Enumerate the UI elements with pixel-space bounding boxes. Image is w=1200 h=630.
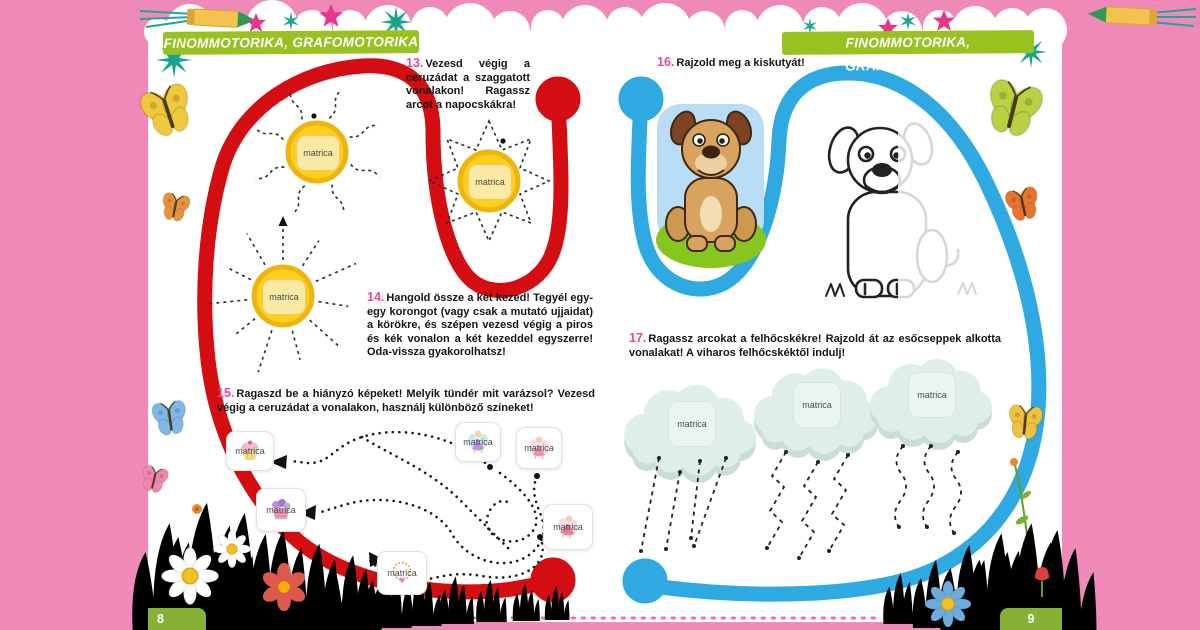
sticker-box-label: matrica — [463, 437, 493, 447]
exercise-14-body: Hangold össze a két kezed! Tegyél egy-egy korongot (vagy csak a mutató ujjaidat) a körökre, és szépen vezesd végig a piros és kék vonalon a két kezeddel egyszerre! Oda-vissza gyakorolhatsz! — [367, 292, 593, 358]
exercise-13-number: 13. — [406, 56, 424, 70]
exercise-13-body: Vezesd végig a ceruzádat a szaggatott vonalakon! Ragassz arcot a napocskákra! — [406, 58, 530, 111]
exercise-13-text — [406, 57, 530, 112]
exercise-16-number: 16. — [657, 55, 675, 69]
sticker-box-necklace — [377, 551, 427, 595]
cloud-sticker-spot-3: matrica — [908, 372, 956, 418]
sun-sticker-spot-3: matrica — [262, 279, 306, 315]
section-title-left: FINOMMOTORIKA, GRAFOMOTORIKA — [163, 30, 419, 55]
sticker-box-basket — [256, 488, 306, 532]
sticker-box-fairy-3 — [543, 504, 593, 550]
exercise-15-body: Ragaszd be a hiányzó képeket! Melyik tündér mit varázsol? Vezesd végig a ceruzádat a vonalakon, használj különböző színeket! — [217, 388, 595, 414]
sticker-box-label: matrica — [387, 568, 417, 578]
sticker-box-fairy-2 — [516, 427, 562, 469]
exercise-16-body: Rajzold meg a kiskutyát! — [676, 57, 805, 69]
exercise-15-number: 15. — [217, 386, 235, 400]
exercise-14-text — [367, 291, 593, 360]
pencil-left-decoration — [140, 9, 256, 29]
page-number-left: 8 — [148, 608, 206, 630]
sticker-box-label: matrica — [553, 522, 583, 532]
sun-sticker-spot-1: matrica — [296, 135, 340, 171]
section-title-right: FINOMMOTORIKA, GRAFOMOTORIKA — [782, 30, 1034, 55]
exercise-17-text — [629, 332, 1001, 360]
exercise-17-number: 17. — [629, 331, 647, 345]
pencil-right-decoration — [1088, 6, 1196, 26]
sticker-box-label: matrica — [524, 443, 554, 453]
page-number-right: 9 — [1000, 608, 1062, 630]
colored-puppy-illustration — [656, 104, 766, 268]
cloud-sticker-spot-2: matrica — [793, 382, 841, 428]
exercise-17-body: Ragassz arcokat a felhőcskékre! Rajzold át az esőcseppek alkotta vonalakat! A viharos felhőcskéktől indulj! — [629, 333, 1001, 359]
exercise-16-text — [657, 56, 947, 71]
sticker-box-label: matrica — [266, 505, 296, 515]
sticker-box-label: matrica — [235, 446, 265, 456]
sticker-box-fairy-1 — [455, 422, 501, 462]
exercise-14-number: 14. — [367, 290, 385, 304]
sticker-box-cupcake — [226, 431, 274, 471]
exercise-15-text — [217, 387, 595, 415]
cloud-sticker-spot-1: matrica — [668, 401, 716, 447]
sun-sticker-spot-2: matrica — [468, 164, 512, 200]
